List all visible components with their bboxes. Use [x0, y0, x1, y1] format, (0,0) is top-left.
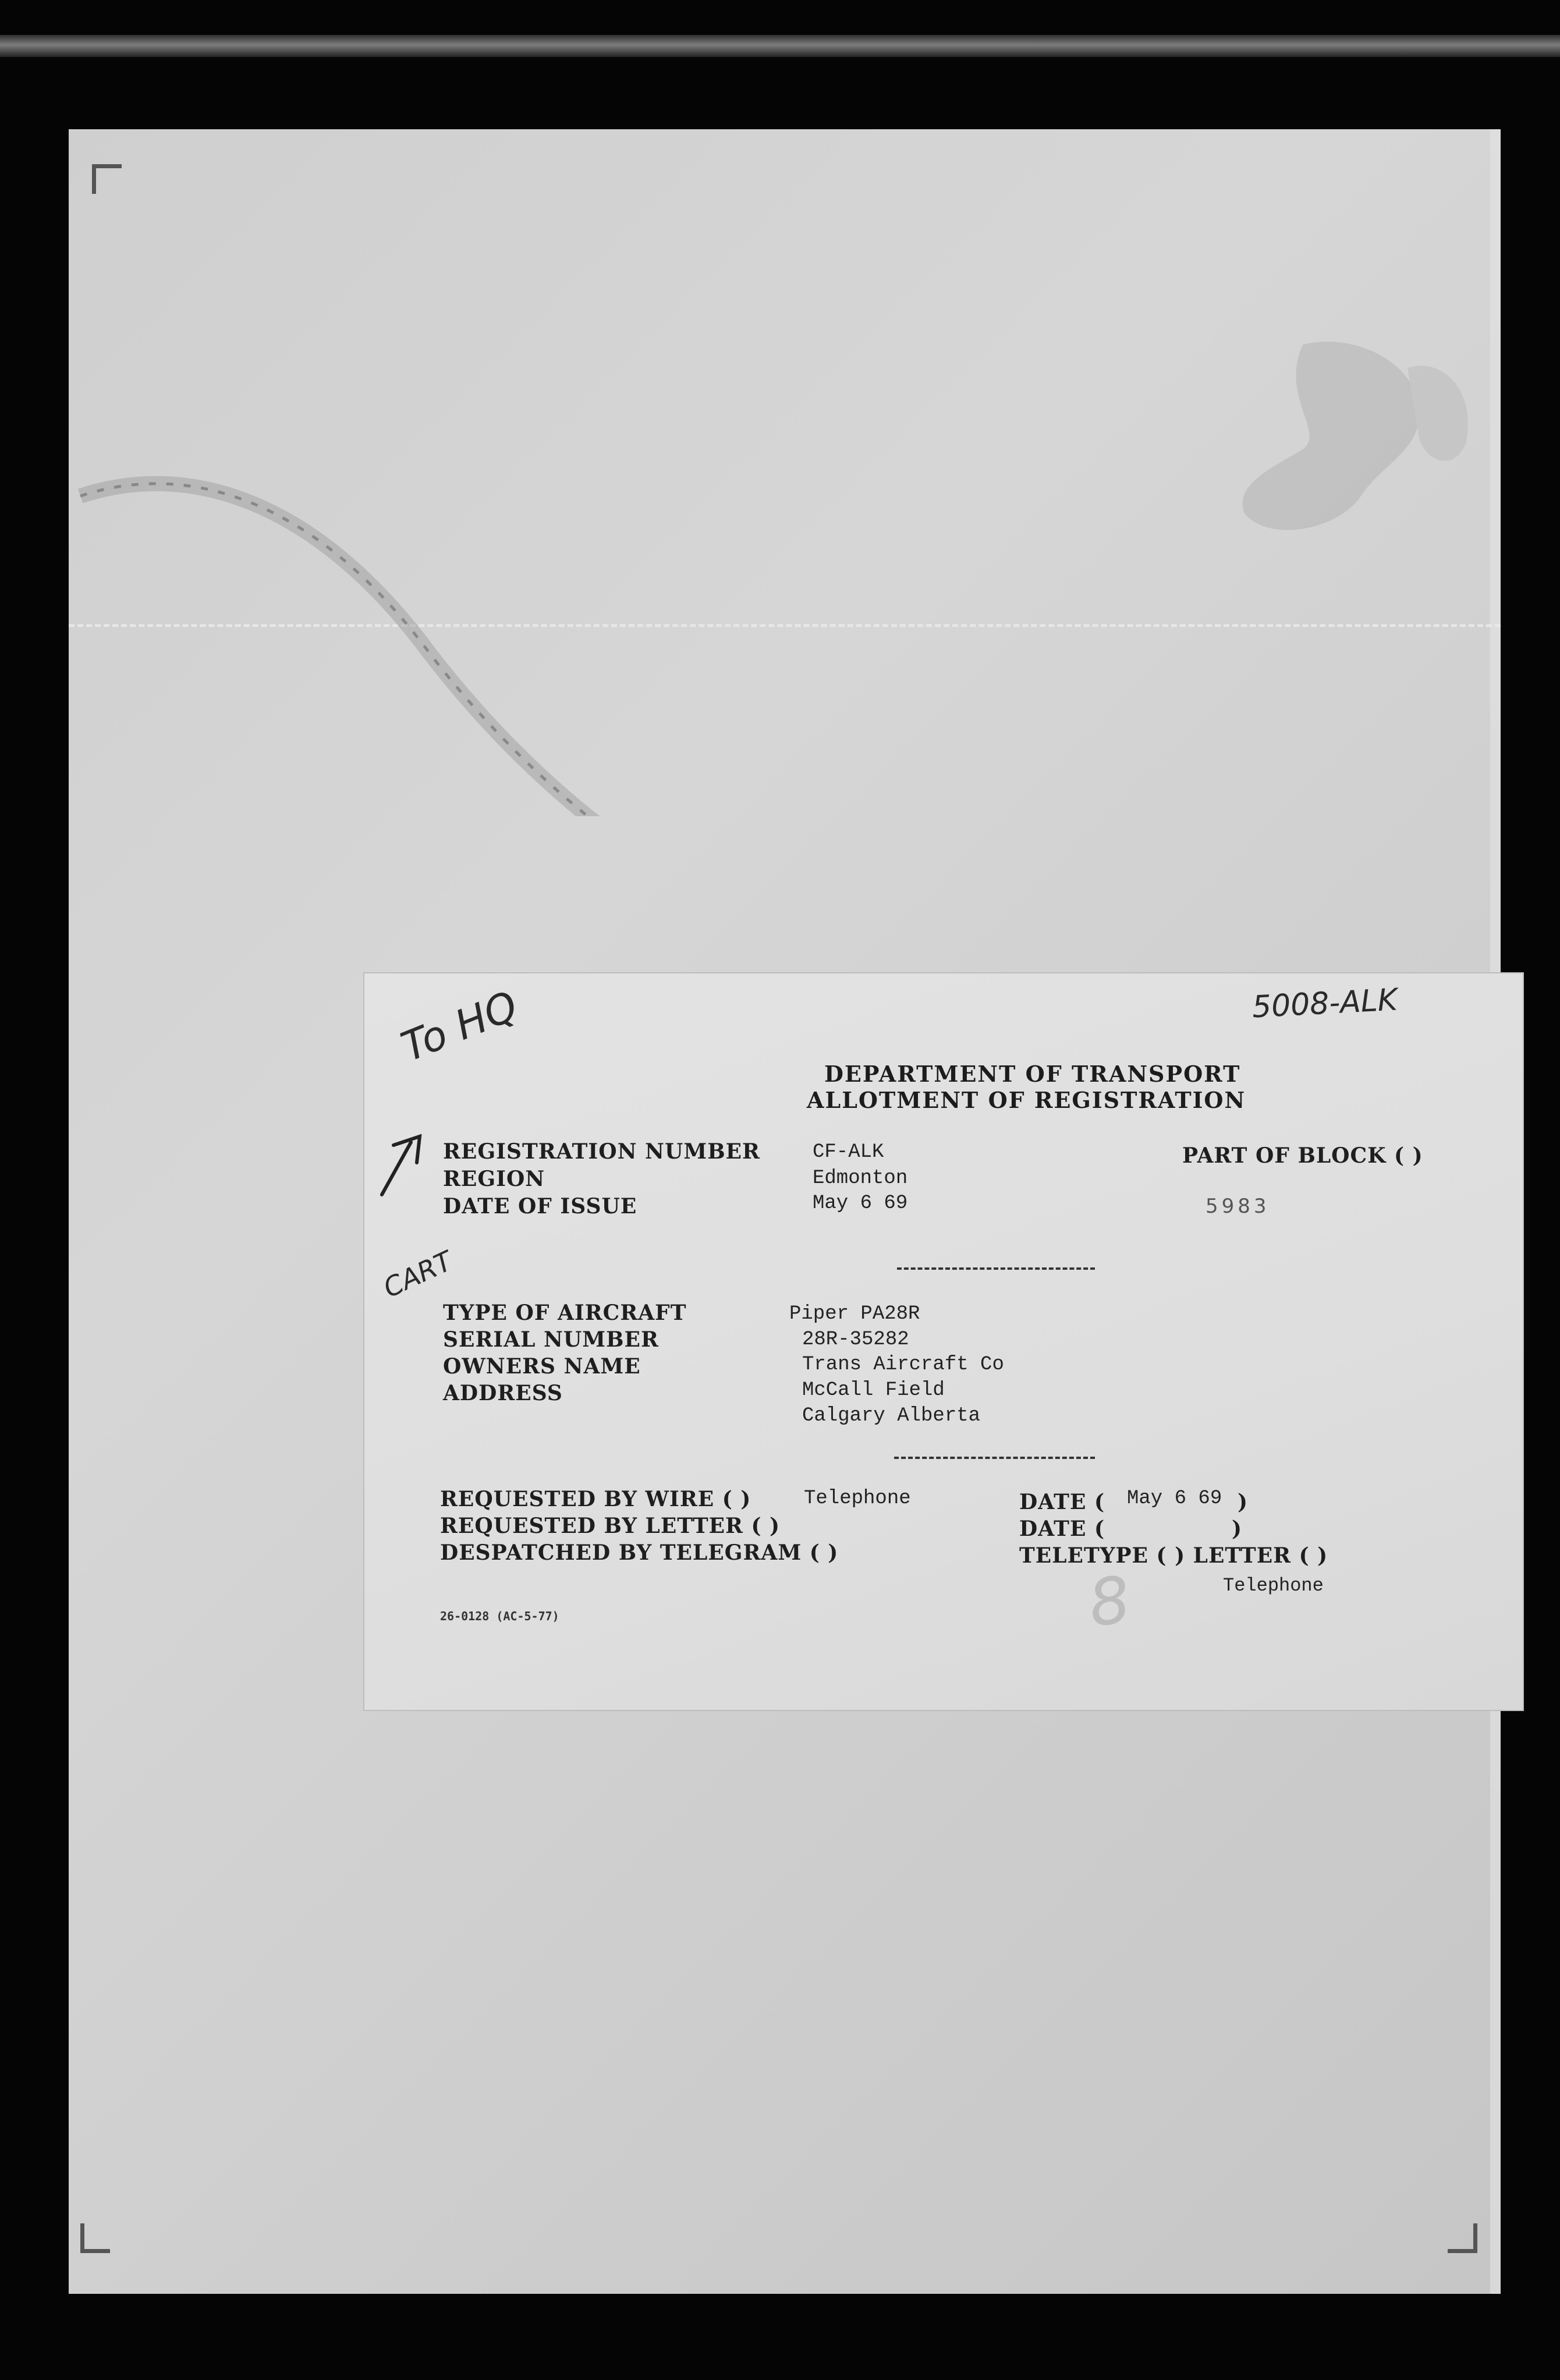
document-page — [69, 129, 1501, 2294]
owners-name-label: OWNERS NAME — [443, 1354, 641, 1379]
type-of-aircraft-label: TYPE OF AIRCRAFT — [443, 1301, 687, 1325]
crop-mark-bottom-right — [1448, 2223, 1477, 2253]
crop-mark-bottom-left — [80, 2223, 110, 2253]
separator-1 — [897, 1267, 1095, 1270]
tape-residue-mark — [69, 350, 767, 816]
date-of-issue-label: DATE OF ISSUE — [443, 1194, 637, 1219]
to-hq-handwriting: To HQ — [395, 982, 524, 1071]
despatched-by-telegram-label: DESPATCHED BY TELEGRAM ( ) — [440, 1540, 839, 1565]
type-of-aircraft-value: Piper PA28R — [789, 1303, 920, 1325]
separator-2 — [894, 1457, 1095, 1459]
requested-by-wire-value: Telephone — [804, 1488, 911, 1510]
arrow-icon — [376, 1131, 434, 1200]
date-1-label: DATE ( — [1019, 1490, 1105, 1514]
film-edge-strip — [0, 35, 1560, 57]
address-line-1: McCall Field — [802, 1379, 945, 1401]
registration-number-label: REGISTRATION NUMBER — [443, 1139, 760, 1164]
address-line-2: Calgary Alberta — [802, 1405, 981, 1427]
block-number-handwriting: 5983 — [1206, 1195, 1270, 1218]
date-2-label: DATE ( — [1019, 1517, 1105, 1541]
date-1-value: May 6 69 — [1127, 1488, 1222, 1510]
address-label: ADDRESS — [443, 1381, 563, 1405]
date-2-close: ) — [1232, 1517, 1243, 1541]
crop-mark-top-left — [92, 164, 122, 194]
requested-by-letter-label: REQUESTED BY LETTER ( ) — [440, 1514, 781, 1538]
form-title: ALLOTMENT OF REGISTRATION — [807, 1087, 1246, 1113]
region-value: Edmonton — [813, 1167, 908, 1189]
requested-by-wire-label: REQUESTED BY WIRE ( ) — [440, 1487, 751, 1511]
teletype-letter-label: TELETYPE ( ) LETTER ( ) — [1019, 1543, 1328, 1568]
date-of-issue-value: May 6 69 — [813, 1192, 908, 1214]
file-ref-handwriting: 5008-ALK — [1251, 982, 1399, 1025]
teletype-value: Telephone — [1223, 1575, 1324, 1596]
region-label: REGION — [443, 1167, 545, 1191]
serial-number-value: 28R-35282 — [802, 1329, 909, 1351]
serial-number-label: SERIAL NUMBER — [443, 1327, 659, 1352]
part-of-block-label: PART OF BLOCK ( ) — [1182, 1143, 1423, 1168]
department-title: DEPARTMENT OF TRANSPORT — [824, 1061, 1241, 1087]
eight-faint-mark: 8 — [1084, 1561, 1135, 1642]
registration-number-value: CF-ALK — [813, 1141, 884, 1163]
cart-handwriting: CART — [378, 1245, 458, 1304]
form-code: 26-0128 (AC-5-77) — [440, 1609, 559, 1623]
owners-name-value: Trans Aircraft Co — [802, 1354, 1004, 1376]
registration-card — [364, 973, 1523, 1710]
stain-mark — [1233, 321, 1501, 566]
date-1-close: ) — [1238, 1490, 1249, 1514]
